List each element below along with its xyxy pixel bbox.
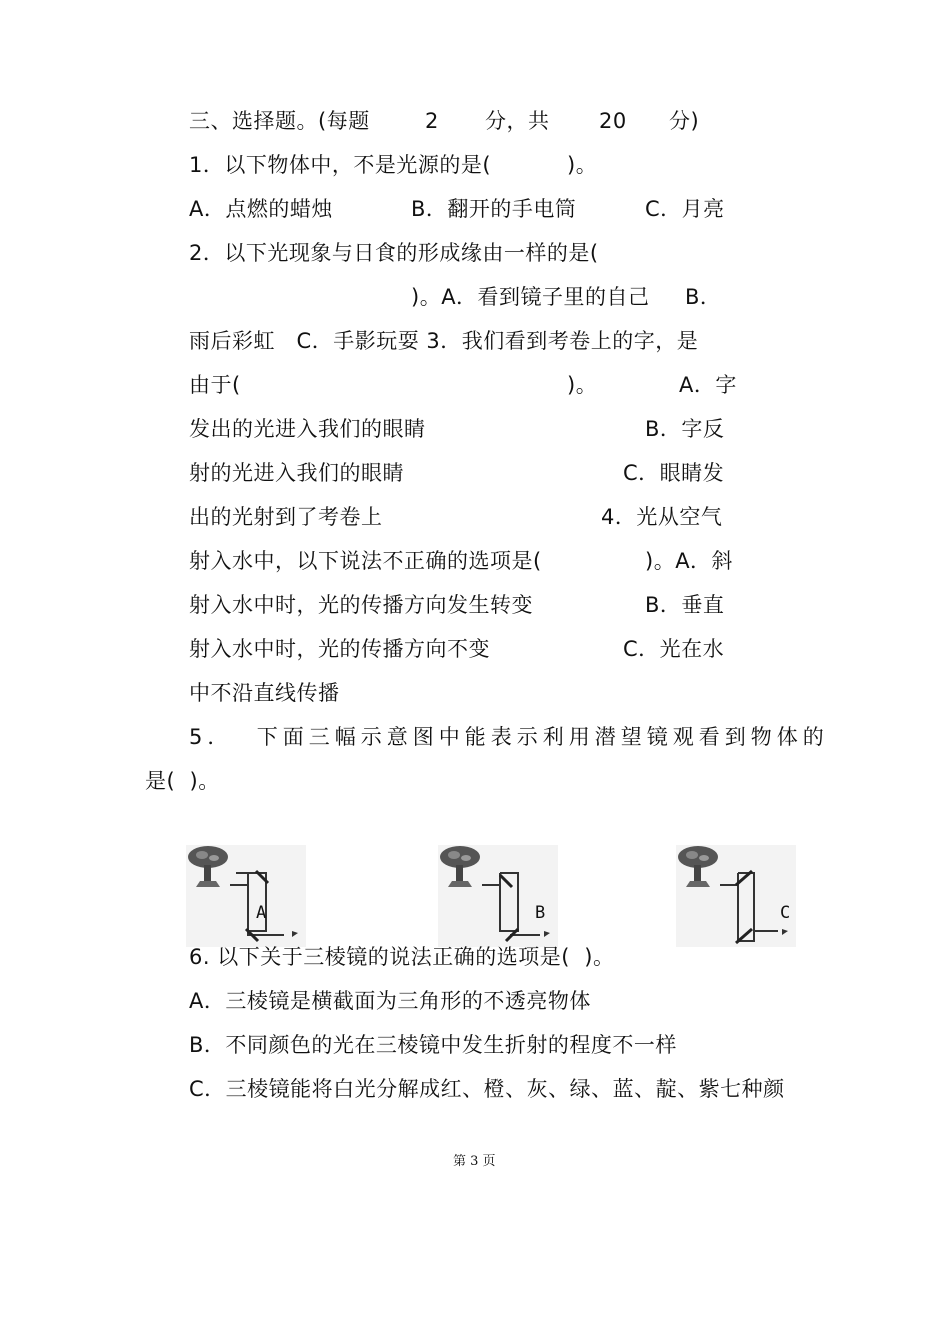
q1-option-b: B．翻开的手电筒 [411, 197, 577, 221]
q6-option-c: C．三棱镜能将白光分解成红、橙、灰、绿、蓝、靛、紫七种颜 [189, 1077, 785, 1101]
q6-option-a: A．三棱镜是横截面为三角形的不透亮物体 [189, 989, 591, 1013]
q6-option-b: B．不同颜色的光在三棱镜中发生折射的程度不一样 [189, 1033, 677, 1057]
q3-option-b: B．字反 [645, 417, 725, 441]
section-header-mid: 分，共 [485, 109, 550, 133]
figure-label-c: C [780, 903, 791, 923]
figure-label-b: B [535, 903, 546, 923]
q2-stem: 2．以下光现象与日食的形成缘由一样的是( [189, 241, 599, 265]
q3-line3-a: 射的光进入我们的眼睛 [189, 461, 404, 485]
section-header-prefix: 三、选择题。(每题 [189, 109, 370, 133]
q3-line1-a: 由于( [189, 373, 241, 397]
q4-line3-a: 射入水中时，光的传播方向不变 [189, 637, 490, 661]
q3-option-c: C．眼睛发 [623, 461, 725, 485]
periscope-diagram-c [676, 845, 796, 947]
q5-line2: 是( )。 [145, 769, 220, 793]
q4-line2-a: 射入水中时，光的传播方向发生转变 [189, 593, 533, 617]
q1-stem-text: 1．以下物体中，不是光源的是( [189, 153, 492, 177]
q2-line2-text: )。A．看到镜子里的自己 [411, 285, 650, 309]
q4-option-a: )。A．斜 [645, 549, 734, 573]
q1-option-c: C．月亮 [645, 197, 725, 221]
q1-stem-end: )。 [567, 153, 598, 177]
q3-line1-b: )。 [567, 373, 598, 397]
q3-option-a: A．字 [679, 373, 737, 397]
q4-line1-a: 射入水中，以下说法不正确的选项是( [189, 549, 542, 573]
points-total: 20 [599, 109, 627, 133]
q4-start: 4．光从空气 [601, 505, 723, 529]
periscope-diagram-b [438, 845, 558, 947]
page-number: 第 3 页 [453, 1154, 496, 1169]
q5-line1: 5． 下面三幅示意图中能表示利用潜望镜观看到物体的 [189, 725, 829, 749]
points-each: 2 [425, 109, 439, 133]
q4-line4: 中不沿直线传播 [189, 681, 340, 705]
q1-option-a: A．点燃的蜡烛 [189, 197, 333, 221]
periscope-figure-a [186, 845, 306, 947]
periscope-diagram-a [186, 845, 306, 947]
q2-option-b-prefix: B． [685, 285, 722, 309]
q4-option-c: C．光在水 [623, 637, 725, 661]
section-header-suffix: 分) [669, 109, 700, 133]
q3-line2-a: 发出的光进入我们的眼睛 [189, 417, 426, 441]
q2-line3: 雨后彩虹 C．手影玩耍 3．我们看到考卷上的字，是 [189, 329, 699, 353]
q6-stem: 6. 以下关于三棱镜的说法正确的选项是( )。 [189, 945, 615, 969]
q3-line4-a: 出的光射到了考卷上 [189, 505, 383, 529]
figure-label-a: A [256, 903, 267, 923]
periscope-figure-b [438, 845, 558, 947]
q4-option-b: B．垂直 [645, 593, 725, 617]
periscope-figure-c [676, 845, 796, 947]
